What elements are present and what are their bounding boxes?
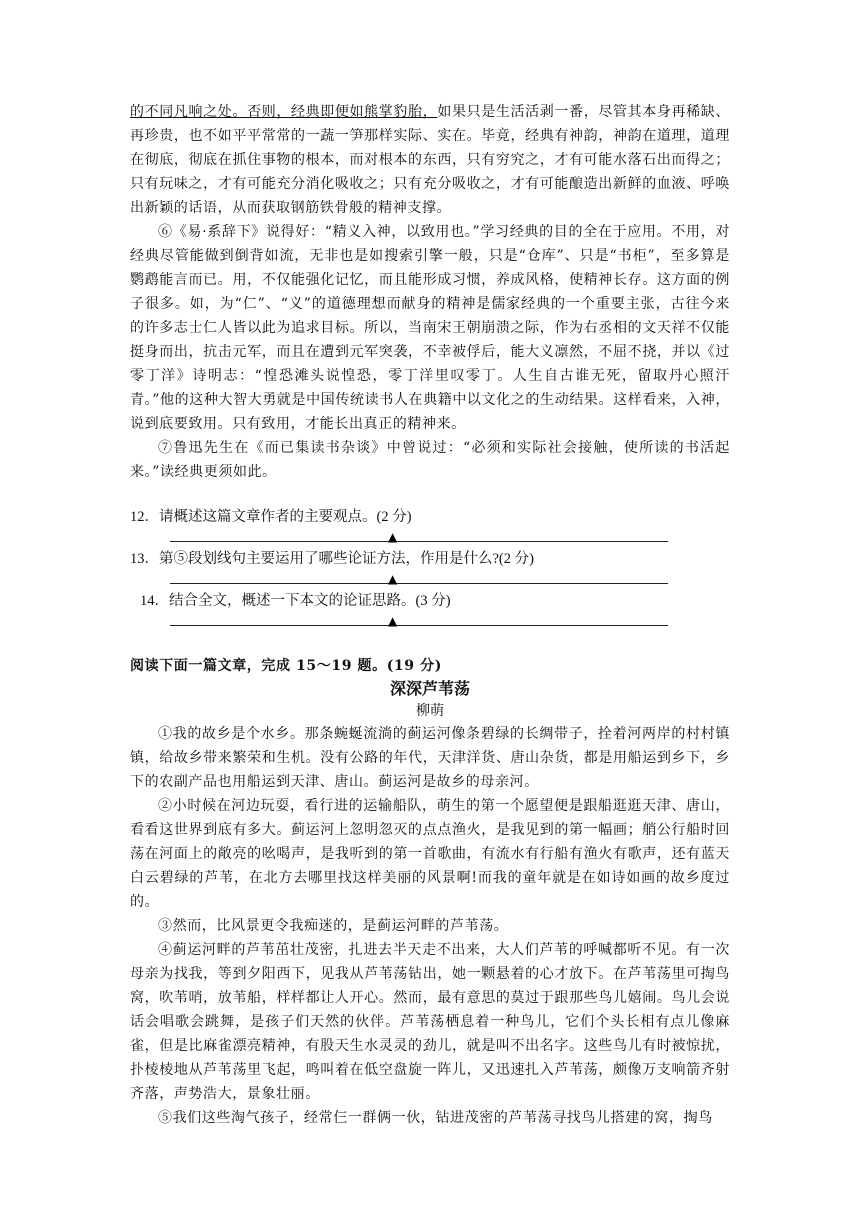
paragraph-text: 如果只是生活活剥一番，尽管其本身再稀缺、再珍贵，也不如平平常常的一蔬一笋那样实际、实在。毕竟，经典有神韵，神韵在道理，道理在彻底，彻底在抓住事物的根本，而对根本的东西，只有穷究之，才有可能水落石出而得之；只有玩味之，才有可能充分消化吸收之；只有充分吸收之，才有可能酿造出新鲜的血液、呼唤出新颖的话语，从而获取钢筋铁骨般的精神支撑。 [130, 104, 731, 216]
underlined-sentence: 的不同凡响之处。否则，经典即便如熊掌豹胎， [130, 104, 438, 120]
article-paragraph-1: ①我的故乡是个水乡。那条蜿蜒流淌的蓟运河像条碧绿的长绸带子，拴着河两岸的村村镇镇，给故乡带来繁荣和生机。没有公路的年代，天津洋货、唐山杂货，都是用船运到乡下，乡下的农副产品也用船运到天津、唐山。蓟运河是故乡的母亲河。 [130, 726, 730, 790]
article-paragraph-5: ⑤我们这些淘气孩子，经常仨一群俩一伙，钻进茂密的芦苇荡寻找鸟儿搭建的窝，掏鸟 [158, 1110, 713, 1126]
answer-line-12[interactable] [130, 528, 730, 544]
answer-line-14[interactable] [130, 612, 730, 628]
article-paragraph-2: ②小时候在河边玩耍，看行进的运输船队，萌生的第一个愿望便是跟船逛逛天津、唐山，看看这世界到底有多大。蓟运河上忽明忽灭的点点渔火，是我见到的第一幅画；艄公行船时回荡在河面上的敞亮的吆喝声，是我听到的第一首歌曲，有流水有行船有渔火有歌声，还有蓝天白云碧绿的芦苇，在北方去哪里找这样美丽的风景啊!而我的童年就是在如诗如画的故乡度过的。 [130, 798, 730, 910]
exam-page [130, 100, 730, 1130]
essay1-paragraph-5 [130, 100, 730, 220]
question-12: 12．请概述这篇文章作者的主要观点。(2 分) [130, 509, 412, 525]
answer-line-13[interactable] [130, 570, 730, 586]
question-13: 13．第⑤段划线句主要运用了哪些论证方法，作用是什么?(2 分) [130, 551, 534, 567]
essay1-paragraph-7: ⑦鲁迅先生在《而已集读书杂谈》中曾说过：“必须和实际社会接触，使所读的书活起来。”读经典更须如此。 [130, 440, 730, 480]
article-title: 深深芦苇荡 [389, 679, 470, 698]
section-instruction: 阅读下面一篇文章，完成 15～19 题。(19 分) [130, 658, 442, 674]
answer-marker: ▲ [388, 614, 398, 628]
article-author: 柳萌 [416, 703, 444, 719]
question-14: 14．结合全文，概述一下本文的论证思路。(3 分) [140, 593, 451, 609]
answer-marker: ▲ [388, 572, 398, 586]
article-paragraph-3: ③然而，比风景更令我痴迷的，是蓟运河畔的芦苇荡。 [158, 918, 509, 934]
answer-marker: ▲ [388, 530, 398, 544]
article-paragraph-4: ④蓟运河畔的芦苇茁壮茂密，扎进去半天走不出来，大人们芦苇的呼喊都听不见。有一次母亲为找我，等到夕阳西下，见我从芦苇荡钻出，她一颗悬着的心才放下。在芦苇荡里可掏鸟窝，吹苇哨，放苇船，样样都让人开心。然而，最有意思的莫过于跟那些鸟儿嬉闹。鸟儿会说话会唱歌会跳舞，是孩子们天然的伙伴。芦苇荡栖息着一种鸟儿，它们个头长相有点儿像麻雀，但是比麻雀漂亮精神，有股天生水灵灵的劲儿，就是叫不出名字。这些鸟儿有时被惊扰，扑棱棱地从芦苇荡里飞起，鸣叫着在低空盘旋一阵儿，又迅速扎入芦苇荡，颇像万支响箭齐射齐落，声势浩大，景象壮丽。 [130, 942, 730, 1102]
essay1-paragraph-6: ⑥《易·系辞下》说得好：“精义入神，以致用也。”学习经典的目的全在于应用。不用，对经典尽管能做到倒背如流，无非也是如搜索引擎一般，只是“仓库”、只是“书柜”，至多算是鹦鹉能言而已。用，不仅能强化记忆，而且能形成习惯，养成风格，使精神长存。这方面的例子很多。如，为“仁”、“义”的道德理想而献身的精神是儒家经典的一个重要主张，古往今来的许多志士仁人皆以此为追求目标。所以，当南宋王朝崩溃之际，作为右丞相的文天祥不仅能挺身而出，抗击元军，而且在遭到元军突袭，不幸被俘后，能大义凛然，不屈不挠，并以《过零丁洋》诗明志：“惶恐滩头说惶恐，零丁洋里叹零丁。人生自古谁无死，留取丹心照汗青。”他的这种大智大勇就是中国传统读书人在典籍中以文化之的生动结果。这样看来，入神，说到底要致用。只有致用，才能长出真正的精神来。 [130, 224, 730, 432]
